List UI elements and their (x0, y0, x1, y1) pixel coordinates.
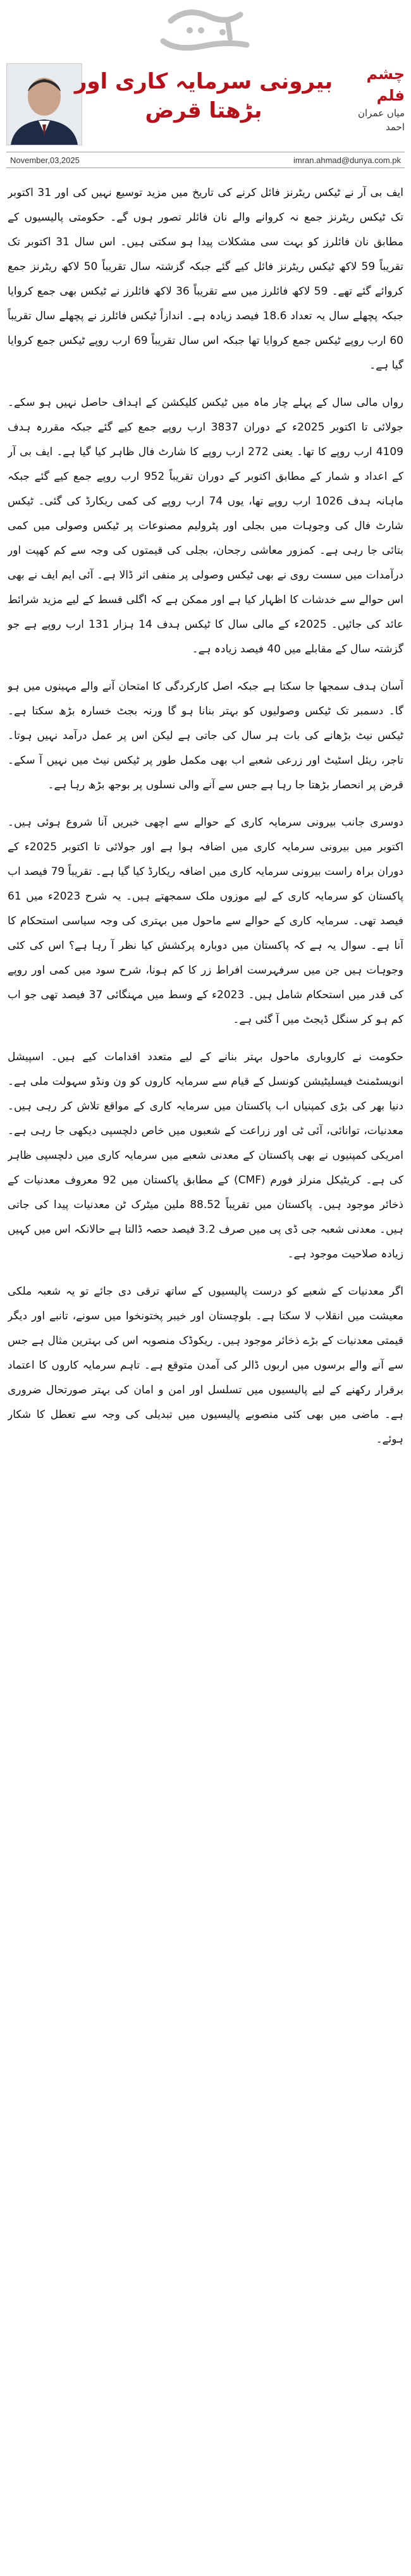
dunya-logo-mark (152, 2, 259, 59)
column-header (6, 63, 405, 171)
masthead (0, 0, 411, 60)
article-paragraph: ایف بی آر نے ٹیکس ریٹرنز فائل کرنے کی تاریخ میں مزید توسیع نہیں کی اور 31 اکتوبر تک ٹیکس ریٹرنز جمع نہ کروانے والے نان فائلر تصور ہوں گے۔ حکومتی پالیسیوں کے مطابق نان فائلرز کو بہت سی مشکلات پیدا ہو سکتی ہیں۔ اس سال 31 اکتوبر تک تقریباً 59 لاکھ ٹیکس ریٹرنز فائل کیے گئے جبکہ گزشتہ سال تقریباً 50 لاکھ ریٹرنز جمع کروائے گئے تھے۔ 59 لاکھ فائلرز میں سے تقریباً 36 لاکھ فائلرز نے ٹیکس بھی جمع کروایا جبکہ پچھلے سال یہ تعداد 18.6 فیصد زیادہ ہے۔ اندازاً ٹیکس فائلرز نے پچھلے سال تقریباً 60 ارب روپے ٹیکس جمع کروایا تھا جبکہ اس سال تقریباً 69 ارب روپے ٹیکس جمع کروایا گیا ہے۔ (8, 186, 403, 372)
column-series-name: چشم فلم (366, 65, 405, 104)
author-name: میاں عمران احمد (358, 107, 405, 133)
publish-date: November,03,2025 (10, 155, 80, 165)
article-body (8, 181, 403, 2570)
headline: بیرونی سرمایہ کاری اور بڑھتا قرض (74, 69, 333, 123)
article-paragraph: دوسری جانب بیرونی سرمایہ کاری کے حوالے سے اچھی خبریں آنا شروع ہوئی ہیں۔ اکتوبر میں بیرونی سرمایہ کاری میں اضافہ ہوا ہے اور جولائی تا اکتوبر 2025ء کے دوران براہ راست بیرونی سرمایہ کاری میں اضافہ ریکارڈ کیا گیا ہے۔ تقریباً 79 فیصد اب پاکستان کو سرمایہ کاری کے لیے موزوں ملک سمجھتے ہیں۔ یہ شرح 2023ء میں 61 فیصد تھی۔ سرمایہ کاری کے حوالے سے ماحول میں بہتری کی وجہ سیاسی استحکام کا آنا ہے۔ سوال یہ ہے کہ پاکستان میں دوبارہ پرکشش کیا نظر آ رہا ہے؟ اس کی کئی وجوہات ہیں جن میں سرفہرست افراط زر کا کم ہونا، شرح سود میں کمی اور روپے کی قدر میں استحکام شامل ہیں۔ 2023ء کے وسط میں مہنگائی 37 فیصد تھی جو اب کم ہو کر سنگل ڈیجٹ میں آ گئی ہے۔ (8, 816, 403, 1026)
article-paragraph: آسان ہدف سمجھا جا سکتا ہے جبکہ اصل کارکردگی کا امتحان آنے والے مہینوں میں ہو گا۔ دسمبر تک ٹیکس وصولیوں کو بہتر بنانا ہو گا ورنہ بجٹ خسارہ بڑھ سکتا ہے۔ ٹیکس نیٹ بڑھانے کی بات ہر سال کی جاتی ہے لیکن اس پر عمل درآمد نہیں ہوتا۔ تاجر، ریئل اسٹیٹ اور زرعی شعبے اب بھی مکمل طور پر ٹیکس نیٹ میں نہیں آ سکے۔ قرض پر انحصار بڑھتا جا رہا ہے جس سے آنے والی نسلوں پر بوجھ بڑھ رہا ہے۔ (8, 680, 403, 791)
author-email: imran.ahmad@dunya.com.pk (293, 155, 401, 165)
column-title-block (64, 63, 343, 142)
column-badge (348, 63, 405, 152)
article-paragraph: اگر معدنیات کے شعبے کو درست پالیسیوں کے ساتھ ترقی دی جائے تو یہ شعبہ ملکی معیشت میں انقلاب لا سکتا ہے۔ بلوچستان اور خیبر پختونخوا میں سونے، تانبے اور دیگر قیمتی معدنیات کے بڑے ذخائر موجود ہیں۔ ریکوڈک منصوبہ اس کی بہترین مثال ہے جس سے آنے والے برسوں میں اربوں ڈالر کی آمدن متوقع ہے۔ تاہم سرمایہ کاروں کا اعتماد برقرار رکھنے کے لیے پالیسیوں میں تسلسل اور امن و امان کی بہتر صورتحال ضروری ہے۔ ماضی میں بھی کئی منصوبے پالیسیوں میں تبدیلی کی وجہ سے تعطل کا شکار ہوئے۔ (8, 1285, 403, 1446)
article-paragraph: حکومت نے کاروباری ماحول بہتر بنانے کے لیے متعدد اقدامات کیے ہیں۔ اسپیشل انویسٹمنٹ فیسلیٹیشن کونسل کے قیام سے سرمایہ کاروں کو ون ونڈو سہولت ملی ہے۔ دنیا بھر کی بڑی کمپنیاں اب پاکستان میں سرمایہ کاری کے مواقع تلاش کر رہی ہیں۔ معدنیات، توانائی، آئی ٹی اور زراعت کے شعبوں میں خاص دلچسپی دیکھی جا رہی ہے۔ امریکی کمپنیوں نے بھی پاکستان کے معدنی شعبے میں سرمایہ کاری میں دلچسپی ظاہر کی ہے۔ کریٹیکل منرلز فورم (CMF) کے مطابق پاکستان میں 92 معروف معدنیات کے ذخائر موجود ہیں۔ پاکستان میں تقریباً 88.52 ملین میٹرک ٹن معدنیات پیدا کی جاتی ہیں۔ معدنی شعبہ جی ڈی پی میں صرف 3.2 فیصد حصہ ڈالتا ہے حالانکہ اس میں کہیں زیادہ صلاحیت موجود ہے۔ (8, 1051, 403, 1261)
dateline-bar (6, 152, 405, 168)
article-paragraph: رواں مالی سال کے پہلے چار ماہ میں ٹیکس کلیکشن کے اہداف حاصل نہیں ہو سکے۔ جولائی تا اکتوبر 2025ء کے دوران 3837 ارب روپے جمع کیے گئے جبکہ مقررہ ہدف 4109 ارب روپے کا تھا۔ یعنی 272 ارب روپے کا شارٹ فال ظاہر کیا گیا ہے۔ ایف بی آر کے اعداد و شمار کے مطابق اکتوبر کے دوران تقریباً 952 ارب روپے جمع کیے گئے جبکہ ماہانہ ہدف 1026 ارب روپے تھا، یوں 74 ارب روپے کی کمی ریکارڈ کی گئی۔ ٹیکس شارٹ فال کی وجوہات میں بجلی اور پٹرولیم مصنوعات پر ٹیکس وصولی میں کمی بتائی جا رہی ہے۔ کمزور معاشی رجحان، بجلی کی قیمتوں کی وجہ سے کم کھپت اور درآمدات میں سست روی نے بھی ٹیکس وصولی پر منفی اثر ڈالا ہے۔ آئی ایم ایف نے بھی اس حوالے سے خدشات کا اظہار کیا ہے اور ممکن ہے کہ اگلی قسط کے لیے مزید شرائط عائد کی جائیں۔ 2025ء کے مالی سال کا ٹیکس ہدف 14 ہزار 131 ارب روپے ہے جو گزشتہ سال کے مقابلے میں 40 فیصد زیادہ ہے۔ (8, 396, 403, 656)
dunya-logo (152, 2, 259, 59)
